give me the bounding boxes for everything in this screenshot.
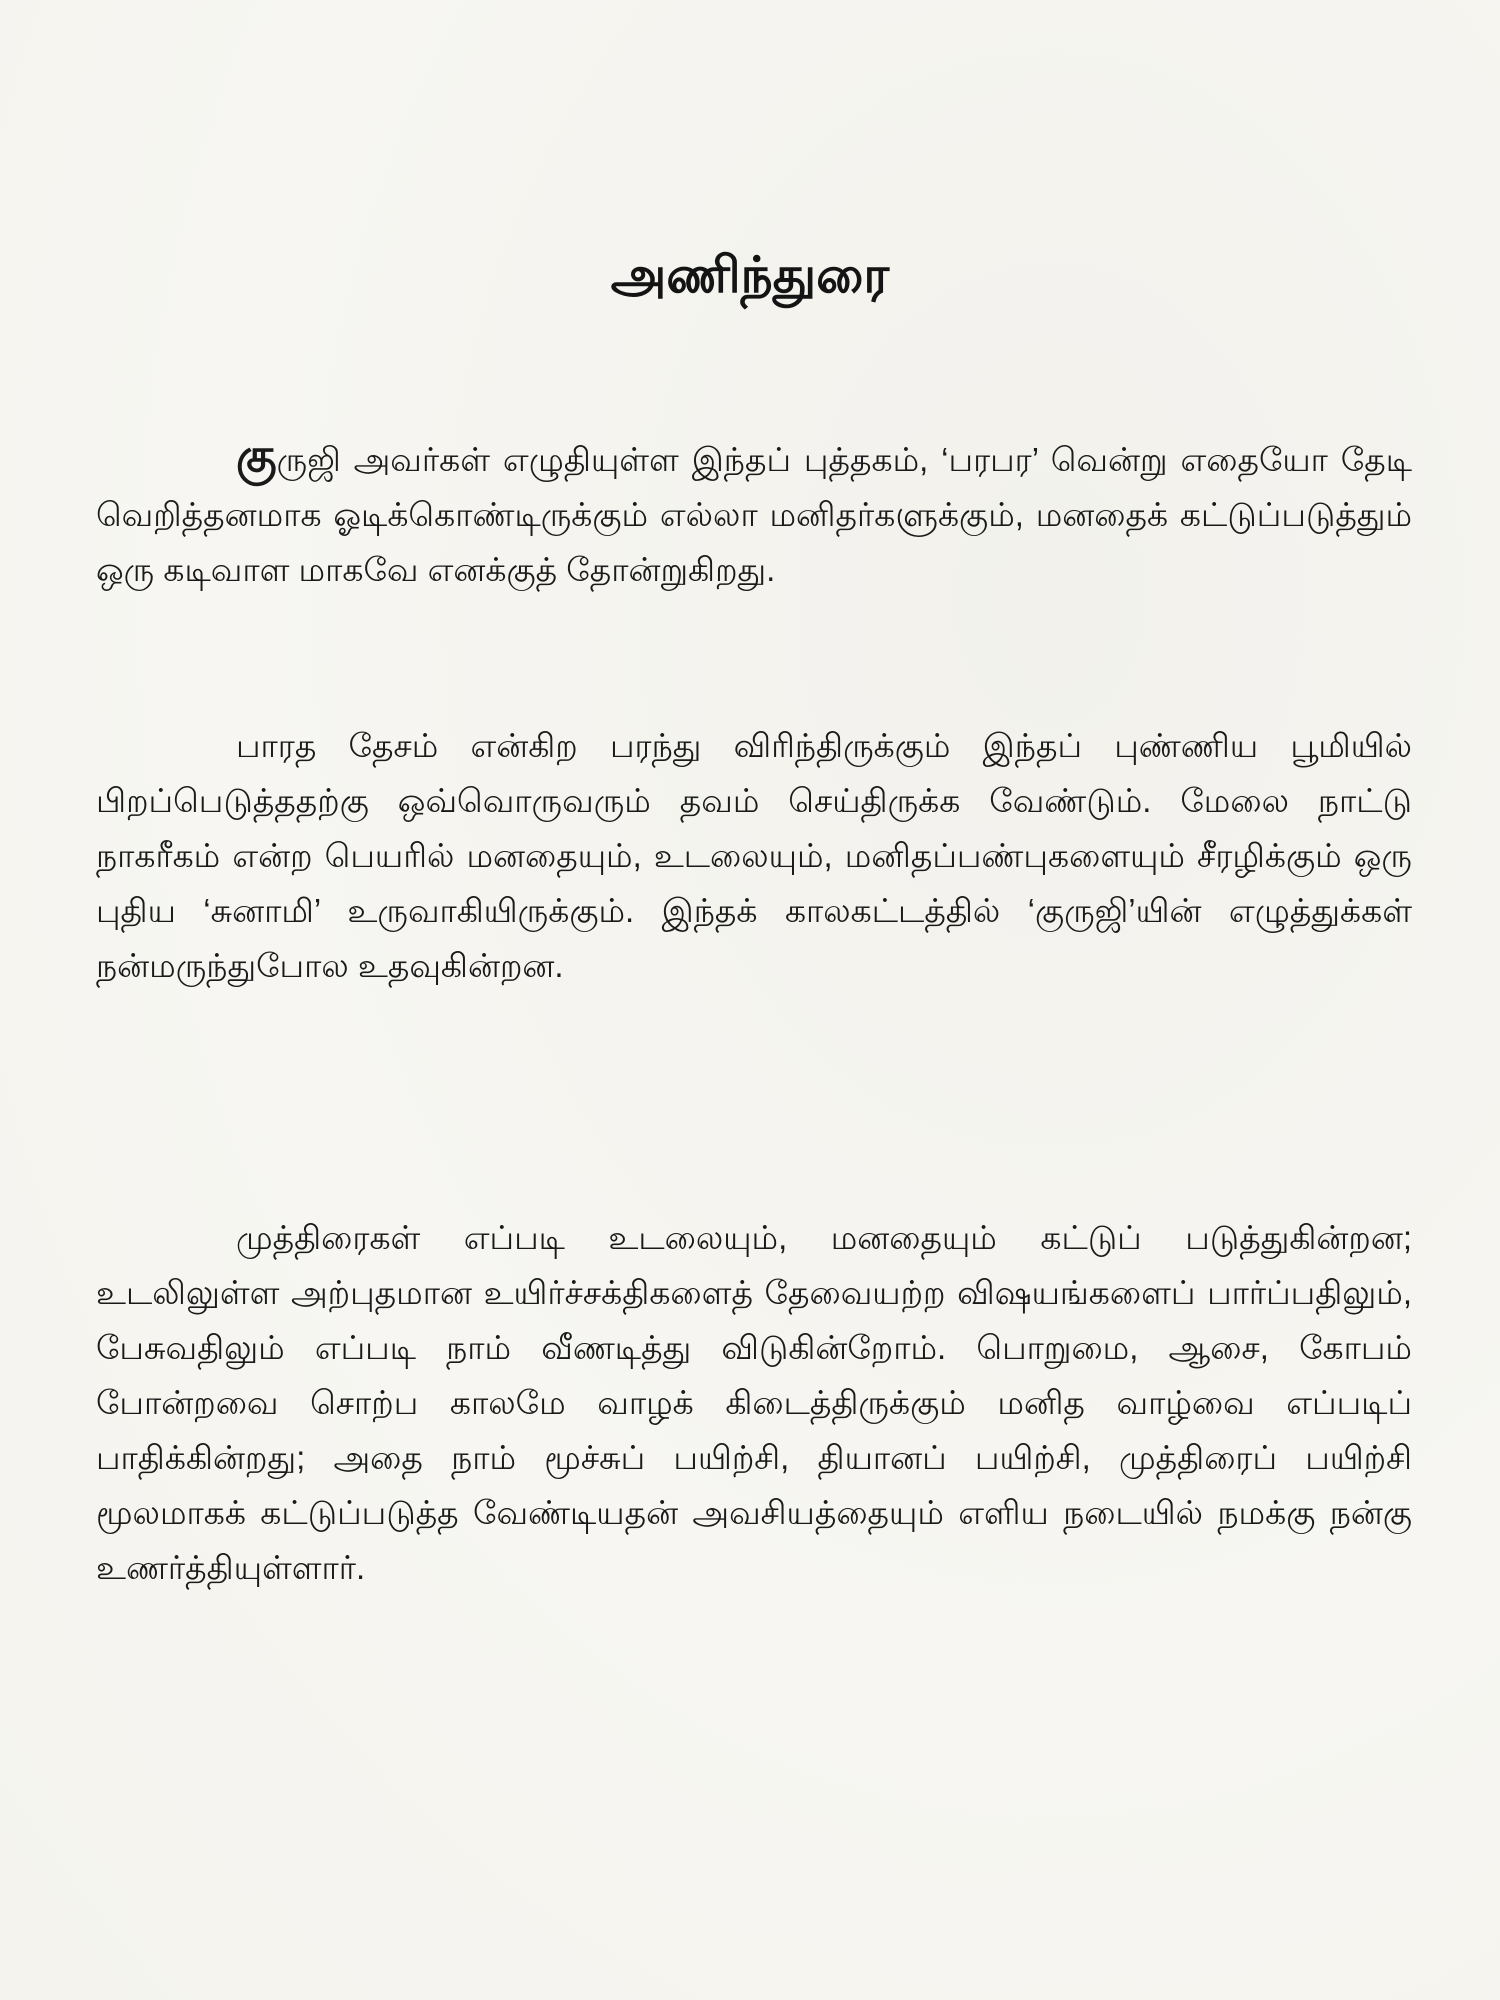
drop-cap: கு	[236, 429, 277, 481]
paragraph-3	[96, 1210, 1412, 1595]
paragraph-1-text: ருஜி அவர்கள் எழுதியுள்ள இந்தப் புத்தகம், ‘பரபர’ வென்று எதையோ தேடி வெறித்தனமாக ஓடிக்கொண்டிருக்கும் எல்லா மனிதர்களுக்கும், மனதைக் கட்டுப்படுத்தும் ஒரு கடிவாள மாகவே எனக்குத் தோன்றுகிறது.	[96, 441, 1412, 588]
paragraph-3-text: முத்திரைகள் எப்படி உடலையும், மனதையும் கட்டுப் படுத்துகின்றன; உடலிலுள்ள அற்புதமான உயிர்ச்சக்திகளைத் தேவையற்ற விஷயங்களைப் பார்ப்பதிலும், பேசுவதிலும் எப்படி நாம் வீணடித்து விடுகின்றோம். பொறுமை, ஆசை, கோபம் போன்றவை சொற்ப காலமே வாழக் கிடைத்திருக்கும் மனித வாழ்வை எப்படிப் பாதிக்கின்றது; அதை நாம் மூச்சுப் பயிற்சி, தியானப் பயிற்சி, முத்திரைப் பயிற்சி மூலமாகக் கட்டுப்படுத்த வேண்டியதன் அவசியத்தையும் எளிய நடையில் நமக்கு நன்கு உணர்த்தியுள்ளார்.	[96, 1219, 1412, 1586]
page-heading: அணிந்துரை	[610, 247, 890, 303]
paragraph-2	[96, 718, 1412, 993]
paragraph-1	[96, 428, 1412, 597]
paragraph-2-text: பாரத தேசம் என்கிற பரந்து விரிந்திருக்கும் இந்தப் புண்ணிய பூமியில் பிறப்பெடுத்ததற்கு ஒவ்வொருவரும் தவம் செய்திருக்க வேண்டும். மேலை நாட்டு நாகரீகம் என்ற பெயரில் மனதையும், உடலையும், மனிதப்பண்புகளையும் சீரழிக்கும் ஒரு புதிய ‘சுனாமி’ உருவாகியிருக்கும். இந்தக் காலகட்டத்தில் ‘குருஜி’யின் எழுத்துக்கள் நன்மருந்துபோல உதவுகின்றன.	[96, 727, 1412, 984]
